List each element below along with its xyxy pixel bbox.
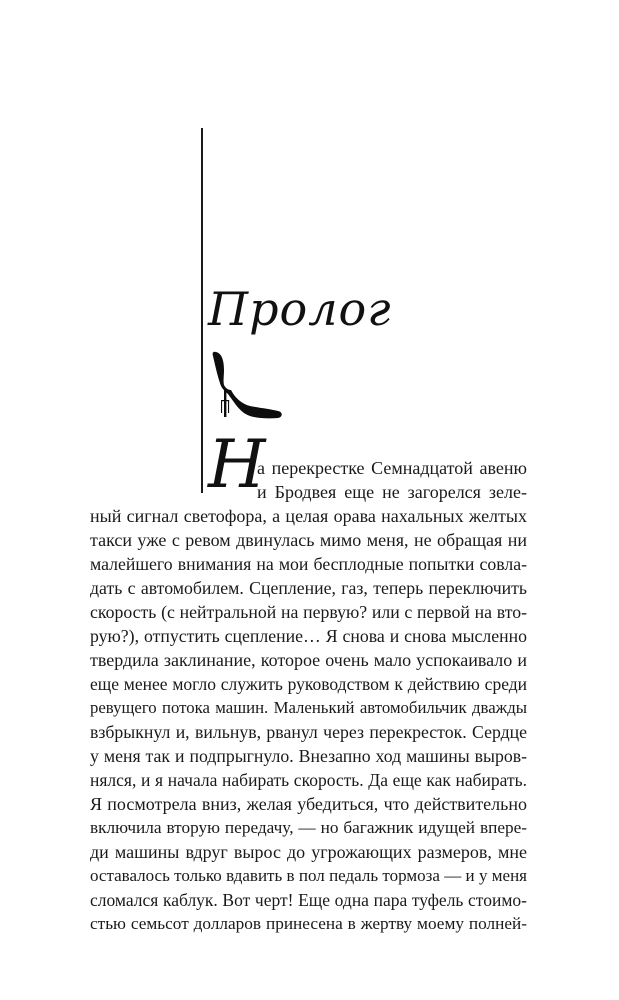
text-line: у меня так и подпрыгнуло. Внезапно ход машины выров- [90,746,527,766]
text-line: взбрыкнул и, вильнув, рванул через перекресток. Сердце [90,722,527,742]
text-line: ревущего потока машин. Маленький автомобильчик дважды [90,698,527,717]
text-line: рую?), отпустить сцепление… Я снова и снова мысленно [90,626,527,646]
text-line: Я посмотрела вниз, желая убедиться, что действительно [90,794,527,814]
drop-cap: Н [208,426,266,503]
text-line: ный сигнал светофора, а целая орава нахальных желтых [90,506,527,526]
text-line: малейшего внимания на мои бесплодные попытки совла- [90,554,527,574]
text-line: включила вторую передачу, — но багажник идущей впере- [90,818,527,837]
text-line: ди машины вдруг вырос до угрожающих размеров, мне [90,842,527,862]
text-line: еще менее могло служить руководством к действию среди [90,674,527,694]
vertical-rule [201,128,203,493]
text-line: такси уже с ревом двинулась мимо меня, не обращая ни [90,530,527,550]
high-heel-shoe-icon [212,350,284,420]
text-line: сломался каблук. Вот черт! Еще одна пара туфель стоимо- [90,890,527,910]
text-line: твердила заклинание, которое очень мало успокаивало и [90,650,527,670]
text-line: стью семьсот долларов принесена в жертву моему полней- [90,914,527,933]
text-line: и Бродвея еще не загорелся зеле- [257,482,527,502]
text-line: а перекрестке Семнадцатой авеню [257,458,527,478]
chapter-title: Пролог [208,282,392,336]
text-line: нялся, и я начала набирать скорость. Да еще как набирать. [90,770,527,790]
text-line: оставалось только вдавить в пол педаль тормоза — и у меня [90,866,527,885]
text-line: дать с автомобилем. Сцепление, газ, теперь переключить [90,578,527,598]
text-line: скорость (с нейтральной на первую? или с первой на вто- [90,602,527,622]
